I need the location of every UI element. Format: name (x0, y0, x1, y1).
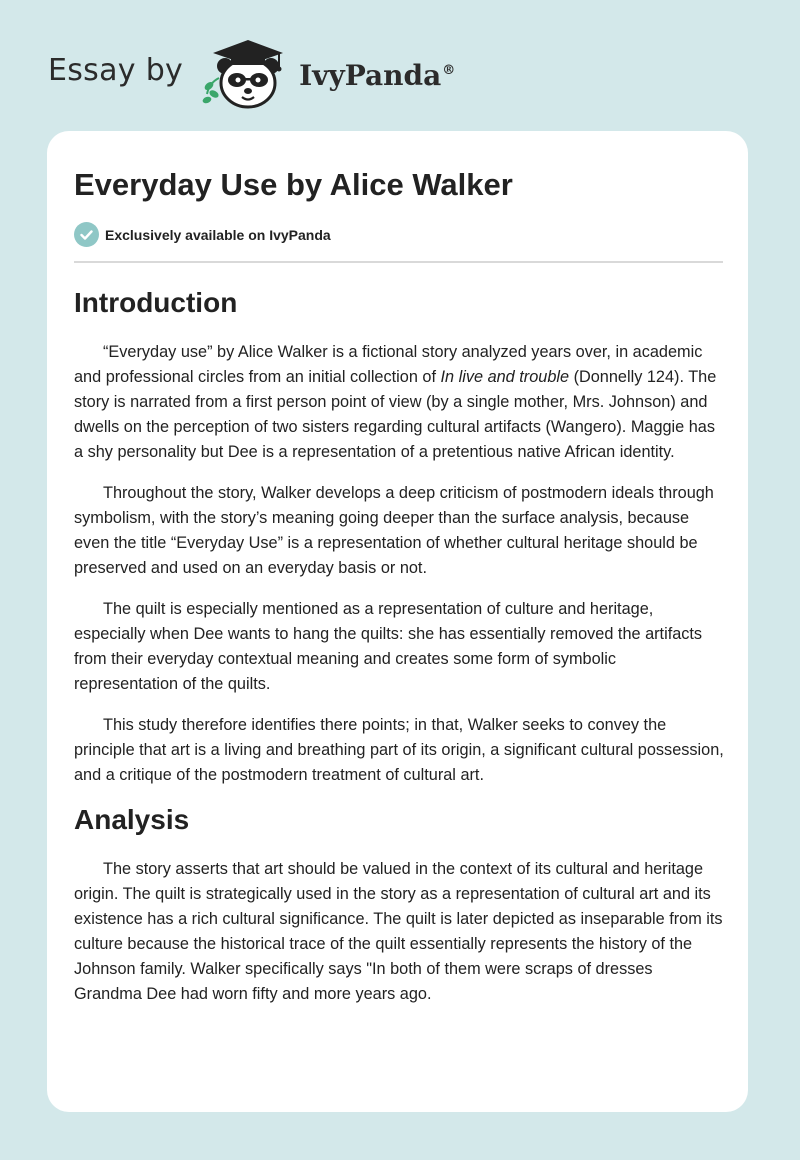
intro-paragraph-1: “Everyday use” by Alice Walker is a fictional story analyzed years over, in academic and professional circles from an initial collection of In live and trouble (Donnelly 124). The story is narrated from a first person point of view (by a single mother, Mrs. Johnson) and dwells on the perception of two sisters regarding cultural artifacts (Wangero). Maggie has a shy personality but Dee is a representation of a pretentious native African identity. (74, 343, 717, 461)
essay-body (74, 283, 724, 1007)
brand-name[interactable]: IvyPanda® (299, 58, 456, 92)
panda-graduate-icon[interactable] (201, 36, 293, 112)
intro-paragraph-2: Throughout the story, Walker develops a deep criticism of postmodern ideals through symbolism, with the story’s meaning going deeper than the surface analysis, because even the title “Everyday Use” is a representation of whether cultural heritage should be preserved and used on an everyday basis or not. (74, 484, 714, 577)
essay-by-label: Essay by (48, 52, 184, 88)
intro-paragraph-3: The quilt is especially mentioned as a representation of culture and heritage, especially when Dee wants to hang the quilts: she has essentially removed the artifacts from their everyday contextual meaning and creates some form of symbolic representation of the quilts. (74, 600, 703, 693)
analysis-paragraph-1: The story asserts that art should be valued in the context of its cultural and heritage origin. The quilt is strategically used in the story as a representation of cultural art and its existence has a rich cultural significance. The quilt is later depicted as inseparable from its culture because the historical trace of the quilt essentially represents the history of the Johnson family. Walker specifically says "In both of them were scraps of dresses Grandma Dee had worn fifty and more years ago. (74, 860, 723, 1003)
intro-paragraph-4: This study therefore identifies there points; in that, Walker seeks to convey the principle that art is a living and breathing part of its origin, a significant cultural possession, and a critique of the postmodern treatment of cultural art. (74, 716, 724, 784)
check-icon (74, 222, 99, 247)
site-header (48, 36, 455, 112)
section-heading-analysis: Analysis (74, 804, 190, 835)
exclusive-badge (74, 222, 331, 247)
exclusive-badge-text: Exclusively available on IvyPanda (105, 226, 331, 243)
section-heading-introduction: Introduction (74, 287, 238, 318)
title-divider (74, 261, 723, 263)
essay-card (47, 131, 748, 1112)
essay-title: Everyday Use by Alice Walker (74, 167, 513, 202)
registered-mark: ® (442, 63, 456, 79)
book-title: In live and trouble (440, 368, 570, 386)
